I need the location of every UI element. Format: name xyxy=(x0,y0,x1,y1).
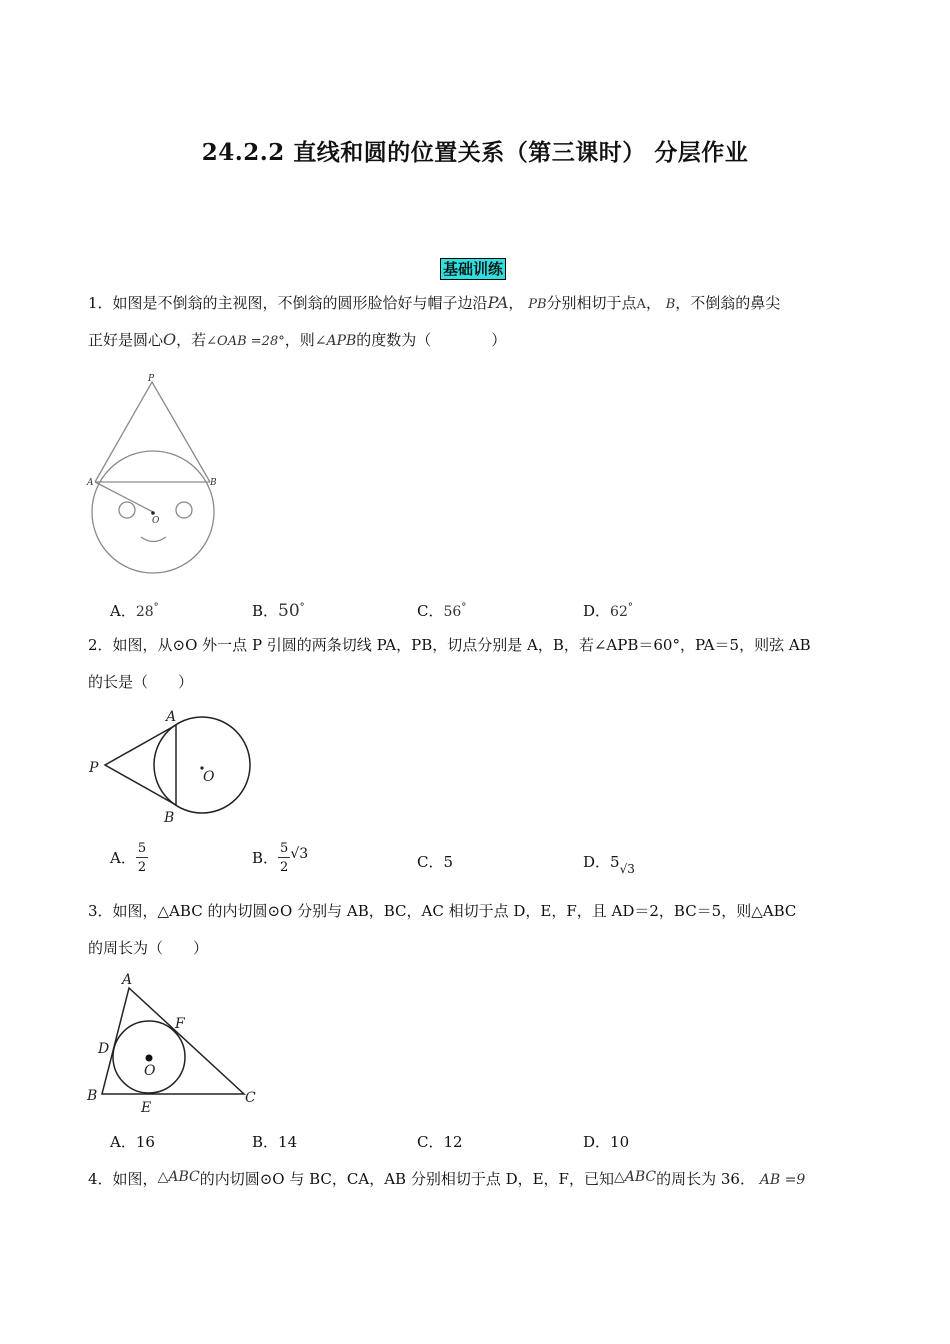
label-a: A xyxy=(122,972,133,988)
q2-option-a[interactable]: A． $\frac{5}{2}$ xyxy=(110,841,147,875)
label-a: A xyxy=(87,478,94,488)
circle-o xyxy=(154,717,250,813)
label-e: E xyxy=(141,1100,152,1116)
label-f: F xyxy=(175,1016,185,1032)
label-b: B xyxy=(87,1088,98,1104)
question-4-line-1: 4．如图，△ABC的内切圆⊙O 与 BC，CA，AB 分别相切于点 D，E，F，已知△ABC的周长为 36． AB =9 xyxy=(88,1169,806,1188)
q1-option-a[interactable]: A．28° xyxy=(110,602,159,620)
question-3-line-1: 3．如图，△ABC 的内切圆⊙O 分别与 AB，BC，AC 相切于点 D，E，F，且 AD＝2，BC＝5，则△ABC xyxy=(88,902,797,920)
label-b: B xyxy=(210,478,217,488)
question-1-line-2: 正好是圆心O，若∠OAB =28°，则∠APB的度数为（ ） xyxy=(88,330,507,349)
center-point xyxy=(146,1055,153,1062)
question-3-line-2: 的周长为（ ） xyxy=(88,939,209,957)
label-p: P xyxy=(148,374,155,384)
figure-tumbler xyxy=(82,370,232,580)
right-eye xyxy=(176,502,192,518)
label-o: O xyxy=(144,1063,156,1079)
q3-option-a[interactable]: A．16 xyxy=(110,1133,155,1151)
smile xyxy=(141,537,166,542)
label-d: D xyxy=(98,1041,110,1057)
triangle-abc xyxy=(102,988,244,1094)
q2-option-d[interactable]: D．$5_{√3}$ xyxy=(583,853,635,876)
label-o: O xyxy=(203,769,215,785)
question-1-line-1: 1．如图是不倒翁的主视图，不倒翁的圆形脸恰好与帽子边沿PA， PB分别相切于点A， B，不倒翁的鼻尖 xyxy=(88,293,781,312)
q2-option-b[interactable]: B． $\frac{5}{2}$ √3 xyxy=(252,841,309,875)
q3-option-d[interactable]: D．10 xyxy=(583,1133,630,1151)
label-c: C xyxy=(245,1090,256,1106)
section-label: 基础训练 xyxy=(440,258,506,280)
page-title: 24.2.2 直线和圆的位置关系（第三课时） 分层作业 xyxy=(201,139,749,166)
label-p: P xyxy=(89,760,99,776)
q1-option-c[interactable]: C．56° xyxy=(417,602,467,620)
q2-option-c[interactable]: C．5 xyxy=(417,853,454,871)
question-2-line-2: 的长是（ ） xyxy=(88,673,194,691)
label-a: A xyxy=(166,709,177,725)
q1-option-d[interactable]: D．62° xyxy=(583,602,633,620)
label-o: O xyxy=(152,516,160,526)
figure-tangents xyxy=(85,705,260,830)
tangent-lines-pa-pb xyxy=(105,725,176,805)
q1-option-b[interactable]: B．50° xyxy=(252,601,305,621)
q3-option-c[interactable]: C．12 xyxy=(417,1133,463,1151)
left-eye xyxy=(119,502,135,518)
question-number: 1． xyxy=(88,294,113,312)
q3-option-b[interactable]: B．14 xyxy=(252,1133,298,1151)
segment-oa xyxy=(95,482,153,512)
figure-incircle xyxy=(82,968,267,1118)
question-2-line-1: 2．如图，从⊙O 外一点 P 引圆的两条切线 PA，PB，切点分别是 A，B，若∠APB＝60°，PA＝5，则弦 AB xyxy=(88,636,811,654)
center-point xyxy=(151,511,155,515)
label-b: B xyxy=(164,810,175,826)
